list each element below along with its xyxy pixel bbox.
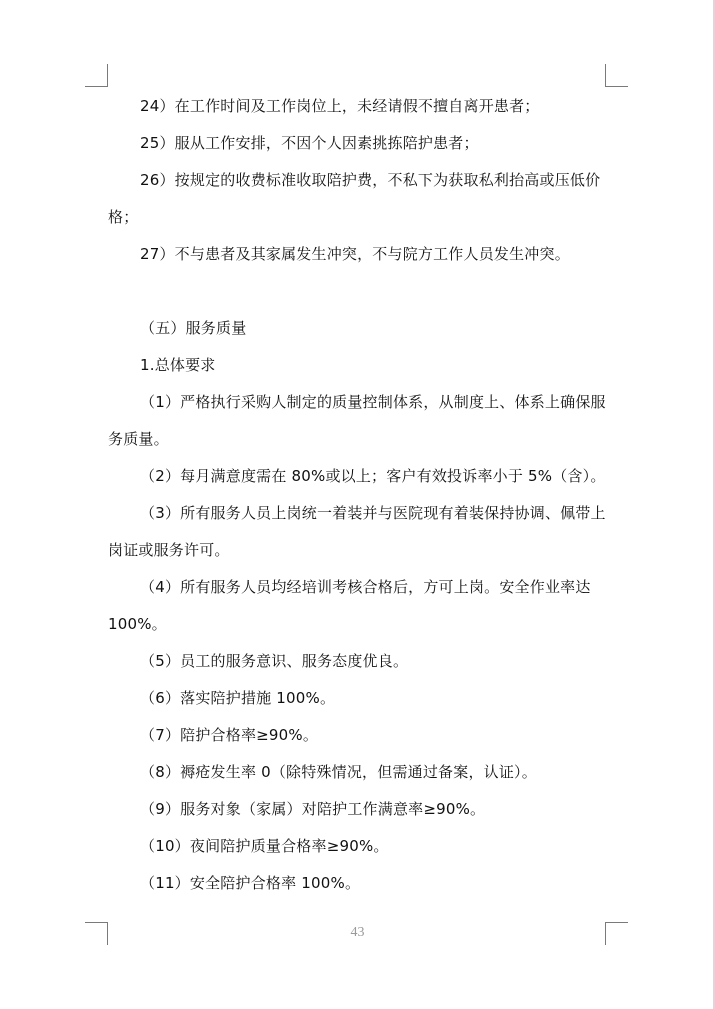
paragraph-spacer <box>108 273 608 310</box>
document-body <box>108 88 608 902</box>
requirement-item-2: （2）每月满意度需在 80%或以上；客户有效投诉率小于 5%（含）。 <box>140 467 606 485</box>
crop-mark-top-left <box>85 64 108 87</box>
requirement-item-6: （6）落实陪护措施 100%。 <box>140 689 336 707</box>
requirement-item-7: （7）陪护合格率≥90%。 <box>140 726 319 744</box>
requirement-item-10: （10）夜间陪护质量合格率≥90%。 <box>140 837 389 855</box>
subsection-heading: 1.总体要求 <box>140 356 216 374</box>
section-heading: （五）服务质量 <box>140 319 247 337</box>
requirement-item-8: （8）褥疮发生率 0（除特殊情况，但需通过备案，认证）。 <box>140 763 537 781</box>
crop-mark-top-right <box>605 64 628 87</box>
paragraph-item-24: 24）在工作时间及工作岗位上，未经请假不擅自离开患者； <box>140 97 540 115</box>
paragraph-item-25: 25）服从工作安排，不因个人因素挑拣陪护患者； <box>140 134 479 152</box>
requirement-item-5: （5）员工的服务意识、服务态度优良。 <box>140 652 409 670</box>
requirement-item-3: （3）所有服务人员上岗统一着装并与医院现有着装保持协调、佩带上岗证或服务许可。 <box>108 504 606 559</box>
requirement-item-9: （9）服务对象（家属）对陪护工作满意率≥90%。 <box>140 800 486 818</box>
page-number: 43 <box>350 925 365 940</box>
requirement-item-4: （4）所有服务人员均经培训考核合格后，方可上岗。安全作业率达 100%。 <box>108 578 591 633</box>
paragraph-item-27: 27）不与患者及其家属发生冲突，不与院方工作人员发生冲突。 <box>140 245 570 263</box>
requirement-item-11: （11）安全陪护合格率 100%。 <box>140 874 361 892</box>
requirement-item-1: （1）严格执行采购人制定的质量控制体系，从制度上、体系上确保服务质量。 <box>108 393 606 448</box>
paragraph-item-26: 26）按规定的收费标准收取陪护费，不私下为获取私利抬高或压低价格； <box>108 171 601 226</box>
